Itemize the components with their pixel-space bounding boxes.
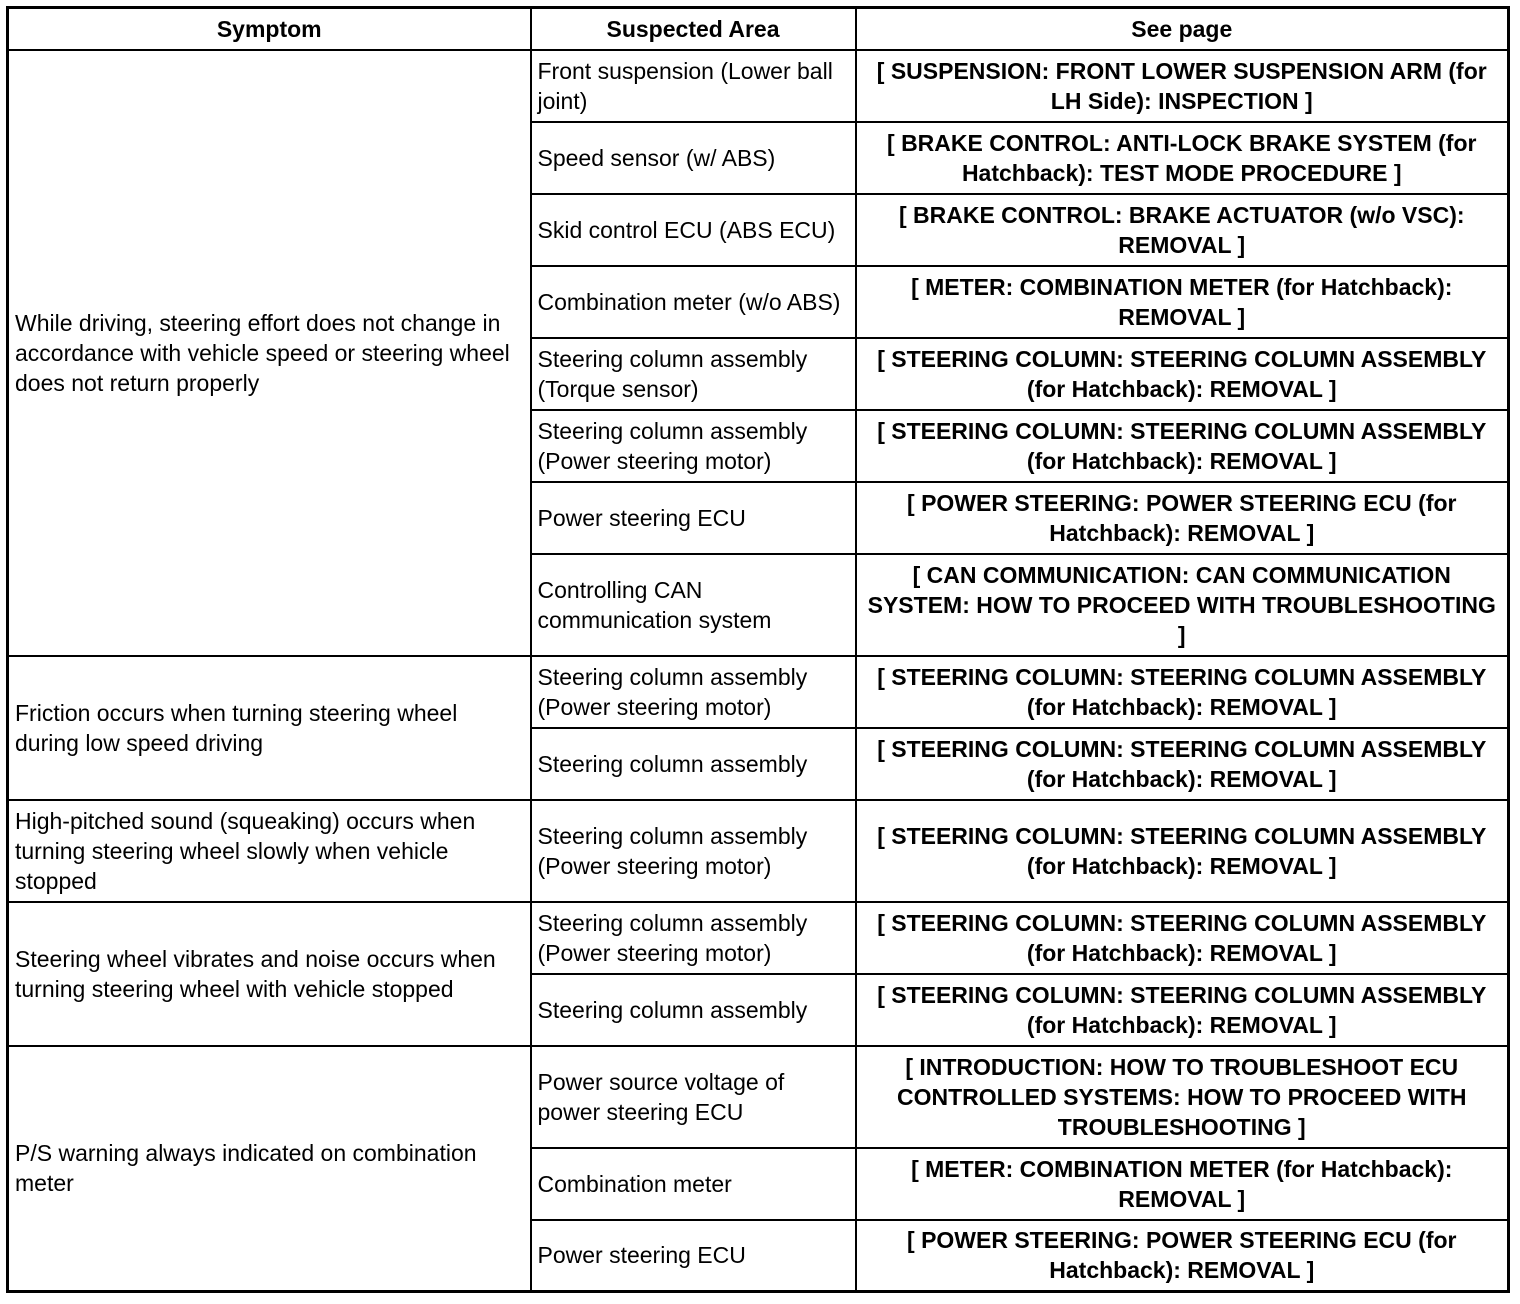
- see-page-link[interactable]: [ INTRODUCTION: HOW TO TROUBLESHOOT ECU CONTROLLED SYSTEMS: HOW TO PROCEED WITH TROUBLESHOOTING ]: [856, 1046, 1509, 1148]
- suspected-area-cell: Steering column assembly: [531, 728, 856, 800]
- suspected-area-cell: Speed sensor (w/ ABS): [531, 122, 856, 194]
- suspected-area-cell: Controlling CAN communication system: [531, 554, 856, 656]
- symptom-cell: High-pitched sound (squeaking) occurs when turning steering wheel slowly when vehicle stopped: [8, 800, 531, 902]
- see-page-link[interactable]: [ BRAKE CONTROL: BRAKE ACTUATOR (w/o VSC): REMOVAL ]: [856, 194, 1509, 266]
- suspected-area-cell: Steering column assembly (Power steering motor): [531, 410, 856, 482]
- header-symptom: Symptom: [8, 8, 531, 50]
- suspected-area-cell: Front suspension (Lower ball joint): [531, 50, 856, 122]
- table-row: [8, 800, 1509, 902]
- suspected-area-cell: Steering column assembly (Power steering motor): [531, 656, 856, 728]
- see-page-link[interactable]: [ STEERING COLUMN: STEERING COLUMN ASSEMBLY (for Hatchback): REMOVAL ]: [856, 800, 1509, 902]
- symptom-cell: Steering wheel vibrates and noise occurs when turning steering wheel with vehicle stopped: [8, 902, 531, 1046]
- see-page-link[interactable]: [ BRAKE CONTROL: ANTI-LOCK BRAKE SYSTEM (for Hatchback): TEST MODE PROCEDURE ]: [856, 122, 1509, 194]
- see-page-link[interactable]: [ SUSPENSION: FRONT LOWER SUSPENSION ARM (for LH Side): INSPECTION ]: [856, 50, 1509, 122]
- see-page-link[interactable]: [ METER: COMBINATION METER (for Hatchback): REMOVAL ]: [856, 1148, 1509, 1220]
- see-page-link[interactable]: [ POWER STEERING: POWER STEERING ECU (for Hatchback): REMOVAL ]: [856, 482, 1509, 554]
- see-page-link[interactable]: [ CAN COMMUNICATION: CAN COMMUNICATION SYSTEM: HOW TO PROCEED WITH TROUBLESHOOTING ]: [856, 554, 1509, 656]
- see-page-link[interactable]: [ STEERING COLUMN: STEERING COLUMN ASSEMBLY (for Hatchback): REMOVAL ]: [856, 656, 1509, 728]
- suspected-area-cell: Power steering ECU: [531, 1220, 856, 1292]
- suspected-area-cell: Steering column assembly (Power steering motor): [531, 800, 856, 902]
- suspected-area-cell: Power source voltage of power steering ECU: [531, 1046, 856, 1148]
- troubleshooting-table: [6, 6, 1510, 1293]
- header-row: [8, 8, 1509, 50]
- suspected-area-cell: Steering column assembly (Power steering motor): [531, 902, 856, 974]
- table-row: [8, 1046, 1509, 1148]
- see-page-link[interactable]: [ POWER STEERING: POWER STEERING ECU (for Hatchback): REMOVAL ]: [856, 1220, 1509, 1292]
- header-suspected-area: Suspected Area: [531, 8, 856, 50]
- see-page-link[interactable]: [ METER: COMBINATION METER (for Hatchback): REMOVAL ]: [856, 266, 1509, 338]
- see-page-link[interactable]: [ STEERING COLUMN: STEERING COLUMN ASSEMBLY (for Hatchback): REMOVAL ]: [856, 974, 1509, 1046]
- suspected-area-cell: Steering column assembly (Torque sensor): [531, 338, 856, 410]
- symptom-cell: Friction occurs when turning steering wheel during low speed driving: [8, 656, 531, 800]
- table-row: [8, 902, 1509, 974]
- see-page-link[interactable]: [ STEERING COLUMN: STEERING COLUMN ASSEMBLY (for Hatchback): REMOVAL ]: [856, 902, 1509, 974]
- table-row: [8, 656, 1509, 728]
- suspected-area-cell: Skid control ECU (ABS ECU): [531, 194, 856, 266]
- suspected-area-cell: Combination meter: [531, 1148, 856, 1220]
- header-see-page: See page: [856, 8, 1509, 50]
- suspected-area-cell: Steering column assembly: [531, 974, 856, 1046]
- see-page-link[interactable]: [ STEERING COLUMN: STEERING COLUMN ASSEMBLY (for Hatchback): REMOVAL ]: [856, 338, 1509, 410]
- symptom-cell: While driving, steering effort does not change in accordance with vehicle speed or steering wheel does not return properly: [8, 50, 531, 656]
- table-row: [8, 50, 1509, 122]
- see-page-link[interactable]: [ STEERING COLUMN: STEERING COLUMN ASSEMBLY (for Hatchback): REMOVAL ]: [856, 728, 1509, 800]
- see-page-link[interactable]: [ STEERING COLUMN: STEERING COLUMN ASSEMBLY (for Hatchback): REMOVAL ]: [856, 410, 1509, 482]
- symptom-cell: P/S warning always indicated on combination meter: [8, 1046, 531, 1292]
- suspected-area-cell: Combination meter (w/o ABS): [531, 266, 856, 338]
- suspected-area-cell: Power steering ECU: [531, 482, 856, 554]
